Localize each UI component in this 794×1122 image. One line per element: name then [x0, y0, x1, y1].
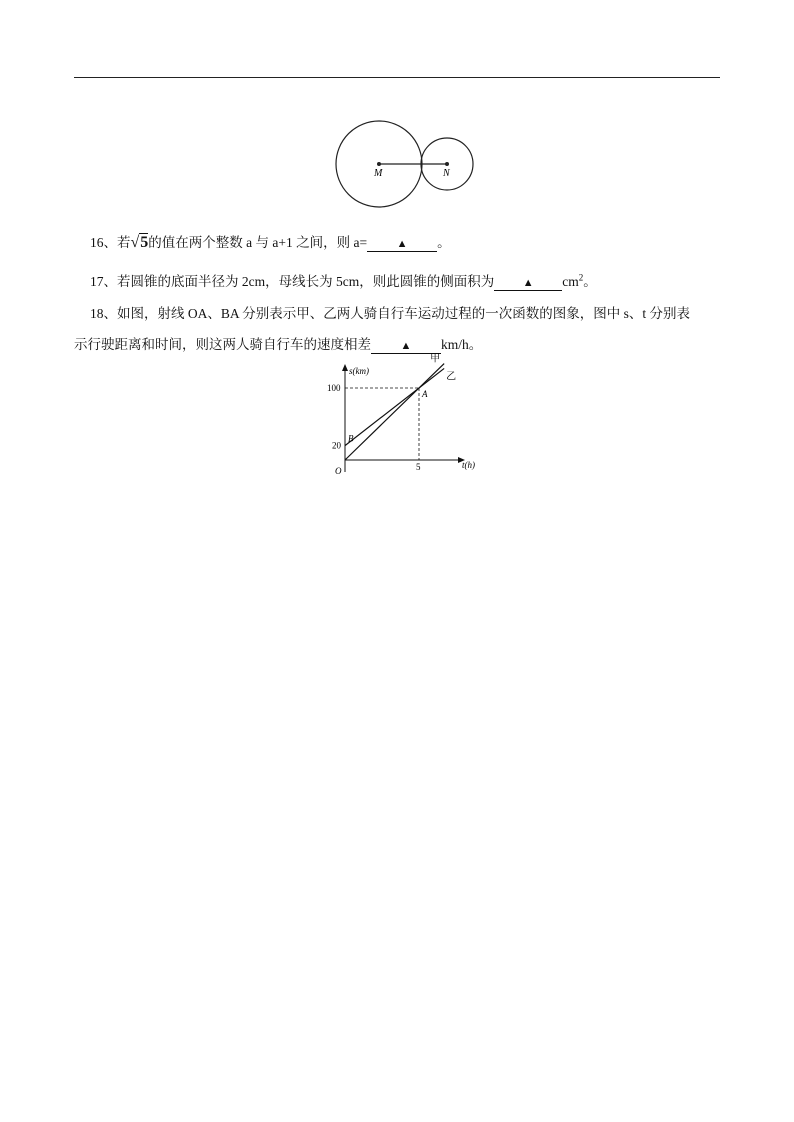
y-axis-label: s(km) [349, 366, 369, 376]
answer-blank-17[interactable]: ▲ [494, 275, 562, 291]
label-m: M [374, 168, 383, 179]
point-label-a: A [422, 389, 428, 399]
question-17: 17、若圆锥的底面半径为 2cm，母线长为 5cm，则此圆锥的侧面积为 ▲ $cm^2$。 [90, 272, 597, 289]
header-rule [74, 77, 720, 78]
question-18-line-1: 18、如图，射线 OA、BA 分别表示甲、乙两人骑自行车运动过程的一次函数的图象，图中 s、t 分别表 [90, 306, 691, 321]
y-tick-label-20: 20 [332, 440, 341, 451]
x-tick-label-5: 5 [416, 462, 421, 472]
point-m [377, 162, 381, 166]
circles-figure [330, 118, 480, 214]
answer-blank-16[interactable]: ▲ [367, 236, 437, 252]
label-n: N [443, 168, 450, 179]
question-18-line-2: 示行驶距离和时间，则这两人骑自行车的速度相差 ▲ km/h。 [74, 337, 483, 352]
origin-label: O [335, 466, 342, 476]
sqrt-expression: √5 [130, 234, 149, 251]
point-n [445, 162, 449, 166]
x-axis-label: t(h) [462, 460, 475, 470]
distance-time-chart [325, 353, 485, 480]
question-16: 16、若√5的值在两个整数 a 与 a+1 之间，则 a= ▲ 。 [90, 234, 451, 251]
series-line-yi [345, 368, 444, 445]
point-label-b: B [348, 433, 354, 444]
y-axis-arrow [342, 364, 348, 371]
y-tick-label-100: 100 [327, 383, 341, 393]
answer-blank-18[interactable]: ▲ [371, 338, 441, 354]
series-label-yi: 乙 [446, 371, 457, 383]
series-line-jia [345, 364, 444, 460]
series-label-jia: 甲 [430, 353, 441, 365]
